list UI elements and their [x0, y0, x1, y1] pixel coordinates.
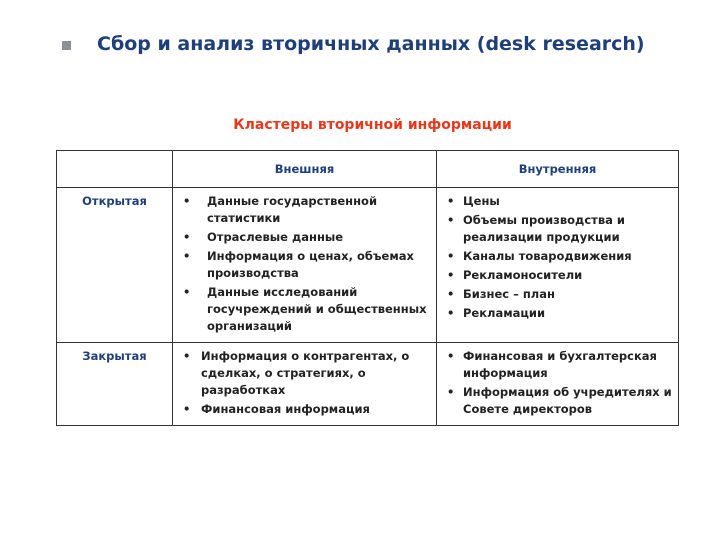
cell-open-internal: [437, 188, 679, 343]
cell-closed-internal: [437, 343, 679, 426]
list-item: • Каналы товародвижения: [443, 248, 672, 265]
clusters-table: [56, 150, 679, 426]
cell-open-external: [173, 188, 437, 343]
header-corner-cell: [57, 151, 173, 188]
row-label-closed: Закрытая: [57, 343, 173, 426]
header-internal: Внутренняя: [437, 151, 679, 188]
cell-closed-external: [173, 343, 437, 426]
list-item: • Данные исследований госучреждений и общественных организаций: [179, 284, 430, 335]
table-row-closed: [57, 343, 679, 426]
table-header-row: [57, 151, 679, 188]
slide-title-text: Сбор и анализ вторичных данных (desk research): [97, 33, 645, 55]
table-subtitle: Кластеры вторичной информации: [233, 117, 512, 133]
square-bullet-icon: [62, 41, 71, 50]
table-row-open: [57, 188, 679, 343]
list-item: • Цены: [443, 193, 672, 210]
list-item: • Информация об учредителях и Совете директоров: [443, 384, 672, 418]
list-item: • Финансовая информация: [179, 401, 430, 418]
list-item: • Финансовая и бухгалтерская информация: [443, 348, 672, 382]
list-item: • Объемы производства и реализации продукции: [443, 212, 672, 246]
list-item: • Бизнес – план: [443, 286, 672, 303]
list-item: • Отраслевые данные: [179, 229, 430, 246]
list-item: • Данные государственной статистики: [179, 193, 430, 227]
list-item: • Информация о контрагентах, о сделках, о стратегиях, о разработках: [179, 348, 430, 399]
row-label-open: Открытая: [57, 188, 173, 343]
list-item: • Рекламации: [443, 305, 672, 322]
list-item: • Рекламоносители: [443, 267, 672, 284]
list-item: • Информация о ценах, объемах производства: [179, 248, 430, 282]
slide-title: [62, 33, 645, 55]
header-external: Внешняя: [173, 151, 437, 188]
